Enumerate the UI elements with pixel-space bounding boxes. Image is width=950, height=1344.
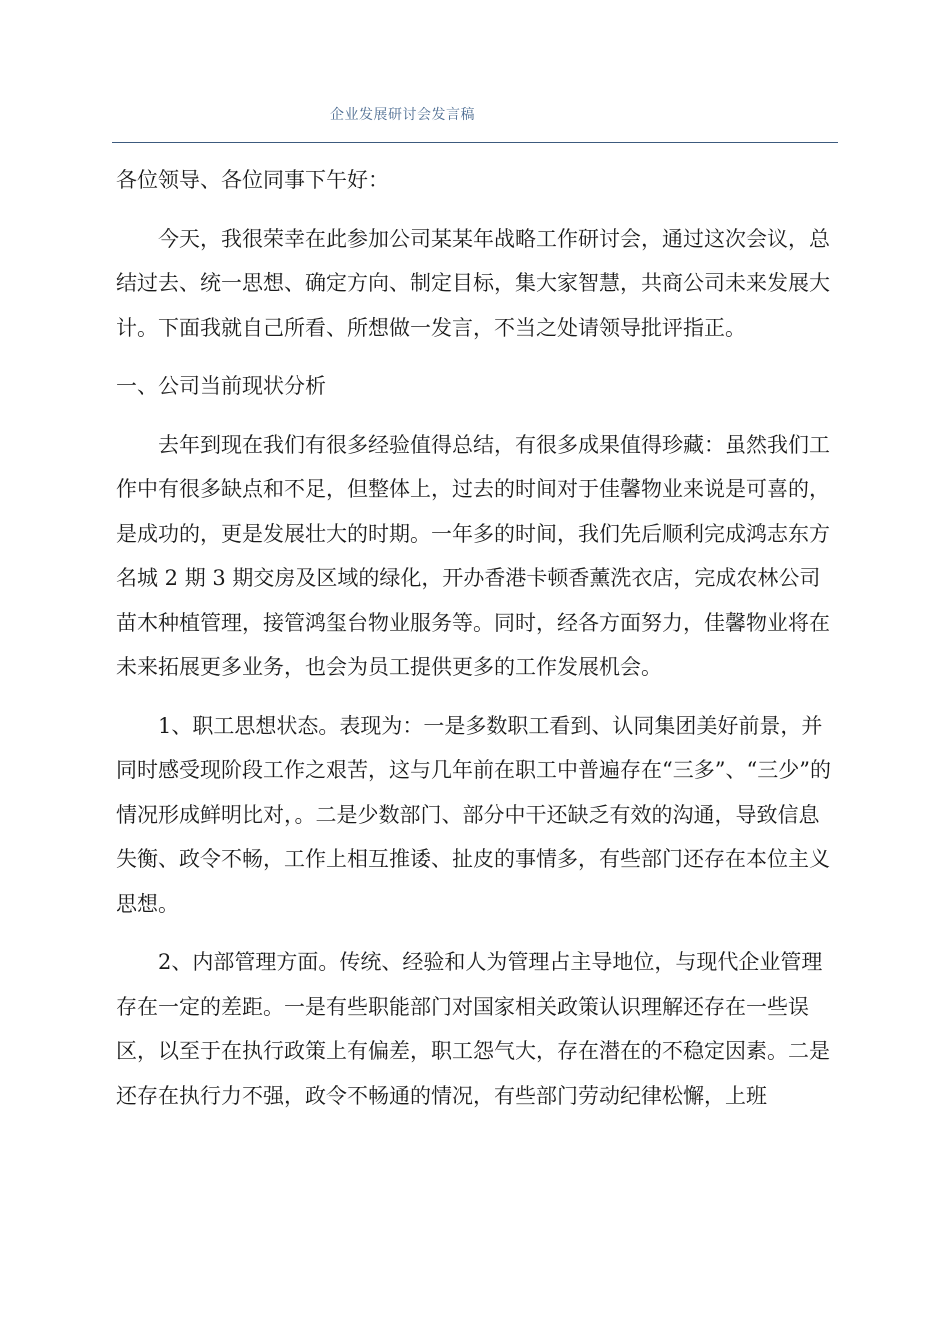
intro-paragraph: 今天，我很荣幸在此参加公司某某年战略工作研讨会，通过这次会议，总结过去、统一思想、确定方向、制定目标，集大家智慧，共商公司未来发展大计。下面我就自己所看、所想做一发言，不当之处请领导批评指正。 <box>116 226 830 340</box>
list-item-2: 2、内部管理方面。传统、经验和人为管理占主导地位，与现代企业管理存在一定的差距。一是有些职能部门对国家相关政策认识理解还存在一些误区，以至于在执行政策上有偏差，职工怨气大，存在潜在的不稳定因素。二是还存在执行力不强，政令不畅通的情况，有些部门劳动纪律松懈，上班 <box>116 950 830 1108</box>
document-body <box>116 158 836 1118</box>
greeting-line: 各位领导、各位同事下午好： <box>116 168 389 192</box>
section-heading: 一、公司当前现状分析 <box>116 374 326 398</box>
running-header-title: 企业发展研讨会发言稿 <box>330 107 475 123</box>
header-divider <box>112 142 838 143</box>
list-item-1: 1、职工思想状态。表现为：一是多数职工看到、认同集团美好前景，并同时感受现阶段工作之艰苦，这与几年前在职工中普遍存在“三多”、“三少”的情况形成鲜明比对，。二是少数部门、部分中干还缺乏有效的沟通，导致信息失衡、政令不畅，工作上相互推诿、扯皮的事情多，有些部门还存在本位主义思想。 <box>116 713 831 916</box>
section-paragraph: 去年到现在我们有很多经验值得总结，有很多成果值得珍藏：虽然我们工作中有很多缺点和不足，但整体上，过去的时间对于佳馨物业来说是可喜的，是成功的，更是发展壮大的时期。一年多的时间，我们先后顺利完成鸿志东方名城 2 期 3 期交房及区域的绿化，开办香港卡顿香薰洗衣店，完成农林公司苗木种植管理，接管鸿玺台物业服务等。同时，经各方面努力，佳馨物业将在未来拓展更多业务，也会为员工提供更多的工作发展机会。 <box>116 432 830 679</box>
